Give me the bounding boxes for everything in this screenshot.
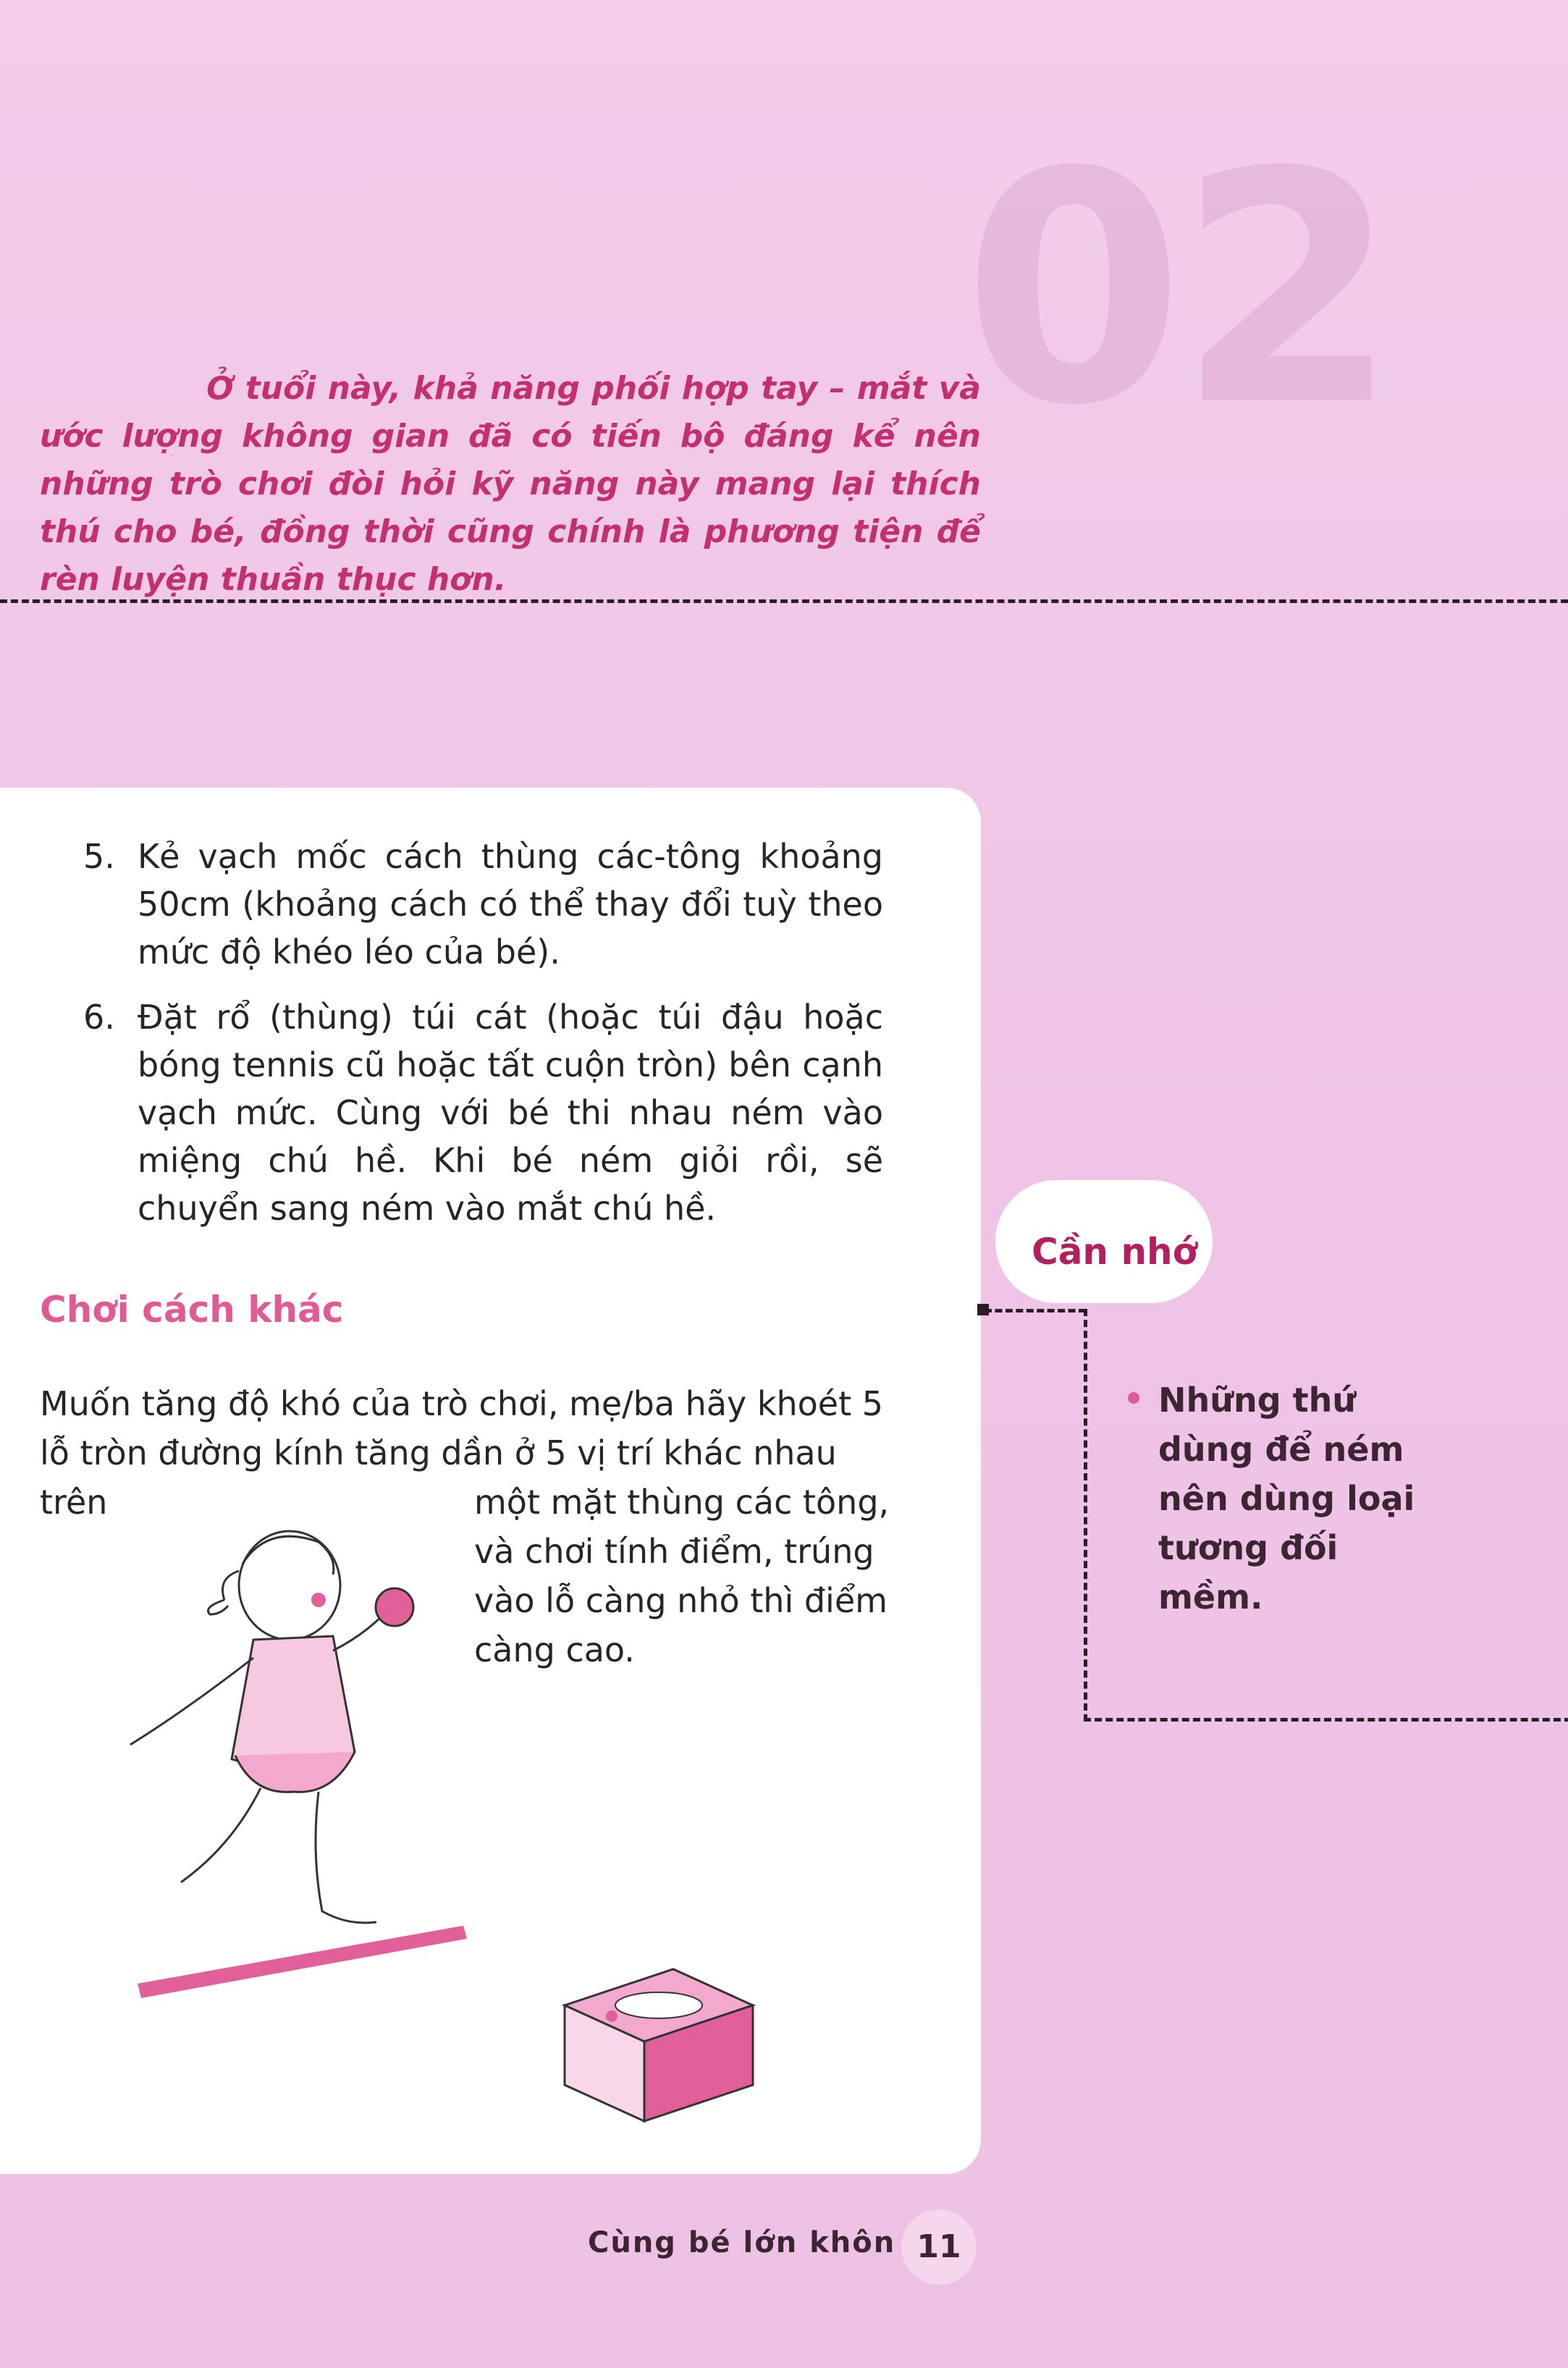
cardboard-box [565, 1969, 753, 2121]
child-dress [232, 1636, 355, 1769]
step-number: 6. [83, 998, 115, 1037]
remember-item: Những thứ dùng để ném nên dùng loại tương đối mềm. [1158, 1381, 1415, 1617]
remember-connector-line [985, 1309, 1086, 1320]
child-left-arm [130, 1658, 253, 1745]
page-number: 11 [916, 2228, 961, 2265]
remember-title: Cần nhớ [1032, 1231, 1197, 1273]
intro-paragraph: Ở tuổi này, khả năng phối hợp tay – mắt và ước lượng không gian đã có tiến bộ đáng kể nên những trò chơi đòi hỏi kỹ năng này mang lại thích thú cho bé, đồng thời cũng chính là phương tiện để rèn luyện thuần thục hơn. [40, 370, 981, 598]
step-text: Đặt rổ (thùng) túi cát (hoặc túi đậu hoặc bóng tennis cũ hoặc tất cuộn tròn) bên cạnh vạch mức. Cùng với bé thi nhau ném vào miệng chú hề. Khi bé ném giỏi rồi, sẽ chuyển sang ném vào mắt chú hề. [138, 998, 883, 1228]
instruction-steps [80, 833, 883, 1250]
child-right-arm [333, 1614, 384, 1651]
alternative-heading: Chơi cách khác [40, 1289, 344, 1331]
section-divider [0, 599, 1568, 603]
alternative-text: Muốn tăng độ khó của trò chơi, mẹ/ba hãy khoét 5 lỗ tròn đường kính tăng dần ở 5 vị trí khác nhau trên [40, 1384, 884, 1522]
alternative-text-continued: một mặt thùng các tông, và chơi tính điểm, trúng vào lỗ càng nhỏ thì điểm càng cao. [474, 1483, 890, 1669]
step-number: 5. [83, 837, 115, 876]
ball-icon [376, 1588, 413, 1626]
book-title: Cùng bé lớn khôn [588, 2226, 896, 2259]
list-item [80, 833, 883, 976]
chapter-number-watermark: 02 [963, 104, 1392, 475]
step-text: Kẻ vạch mốc cách thùng các-tông khoảng 50cm (khoảng cách có thể thay đổi tuỳ theo mức độ khéo léo của bé). [138, 837, 883, 972]
list-item [80, 993, 883, 1232]
floor-mark-line [138, 1926, 467, 1998]
child-throwing-illustration [101, 1506, 796, 2128]
child-left-leg [181, 1788, 261, 1882]
child-right-leg [316, 1792, 376, 1923]
